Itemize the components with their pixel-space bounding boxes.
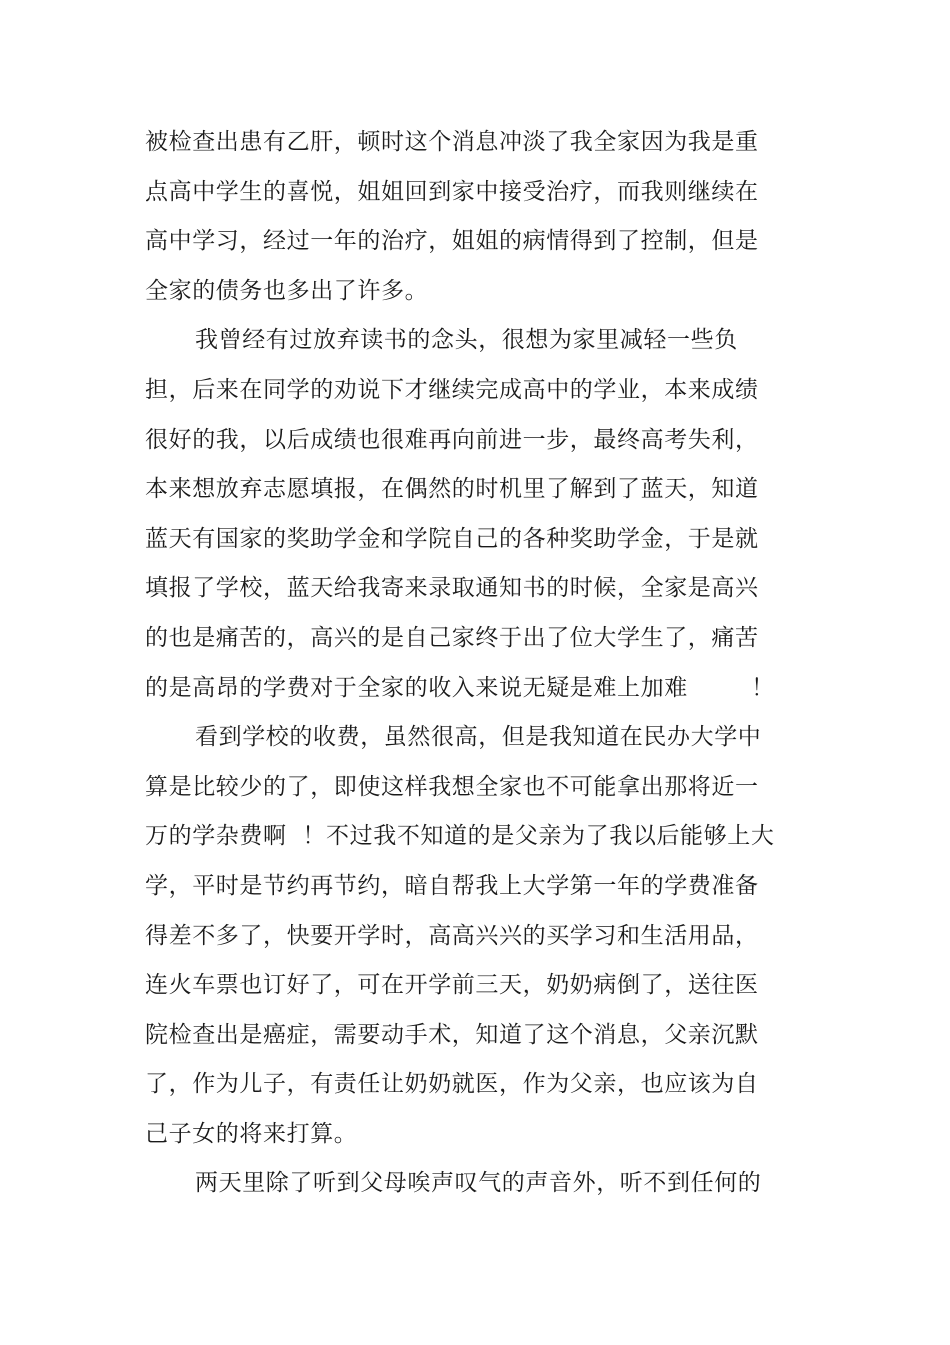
text-line: 蓝天有国家的奖助学金和学院自己的各种奖助学金，于是就: [145, 525, 759, 552]
text-line: 得差不多了，快要开学时，高高兴兴的买学习和生活用品，: [145, 922, 759, 949]
body-text: [145, 118, 775, 1209]
text-line: 了，作为儿子，有责任让奶奶就医，作为父亲，也应该为自: [145, 1071, 759, 1098]
text-line: 担，后来在同学的劝说下才继续完成高中的学业，本来成绩: [145, 376, 759, 403]
text-line: 全家的债务也多出了许多。: [145, 277, 429, 304]
text-line: 己子女的将来打算。: [145, 1120, 358, 1147]
paragraph-first-line: 看到学校的收费，虽然很高，但是我知道在民办大学中: [195, 724, 762, 751]
text-line: 被检查出患有乙肝，顿时这个消息冲淡了我全家因为我是重: [145, 129, 759, 155]
text-line: 很好的我，以后成绩也很难再向前进一步，最终高考失利，: [145, 426, 759, 453]
text-line: 学，平时是节约再节约，暗自帮我上大学第一年的学费准备: [145, 872, 759, 899]
text-line: 万的学杂费啊 ！不过我不知道的是父亲为了我以后能够上大: [145, 823, 775, 850]
paragraph-first-line: 两天里除了听到父母唉声叹气的声音外，听不到任何的: [195, 1170, 762, 1197]
text-line: 的也是痛苦的，高兴的是自己家终于出了位大学生了，痛苦: [145, 624, 759, 651]
text-line: 高中学习，经过一年的治疗，姐姐的病情得到了控制，但是: [145, 228, 759, 255]
text-line: 算是比较少的了，即使这样我想全家也不可能拿出那将近一: [145, 773, 759, 800]
text-line: 填报了学校，蓝天给我寄来录取通知书的时候，全家是高兴: [145, 575, 759, 602]
paragraph-first-line: 我曾经有过放弃读书的念头，很想为家里减轻一些负: [195, 327, 738, 354]
text-line: 的是高昂的学费对于全家的收入来说无疑是难上加难 ！: [145, 674, 775, 701]
text-line: 点高中学生的喜悦，姐姐回到家中接受治疗，而我则继续在: [145, 178, 759, 205]
text-line: 院检查出是癌症，需要动手术，知道了这个消息，父亲沉默: [145, 1021, 759, 1048]
text-line: 连火车票也订好了，可在开学前三天，奶奶病倒了，送往医: [145, 972, 759, 999]
text-line: 本来想放弃志愿填报，在偶然的时机里了解到了蓝天，知道: [145, 476, 759, 503]
